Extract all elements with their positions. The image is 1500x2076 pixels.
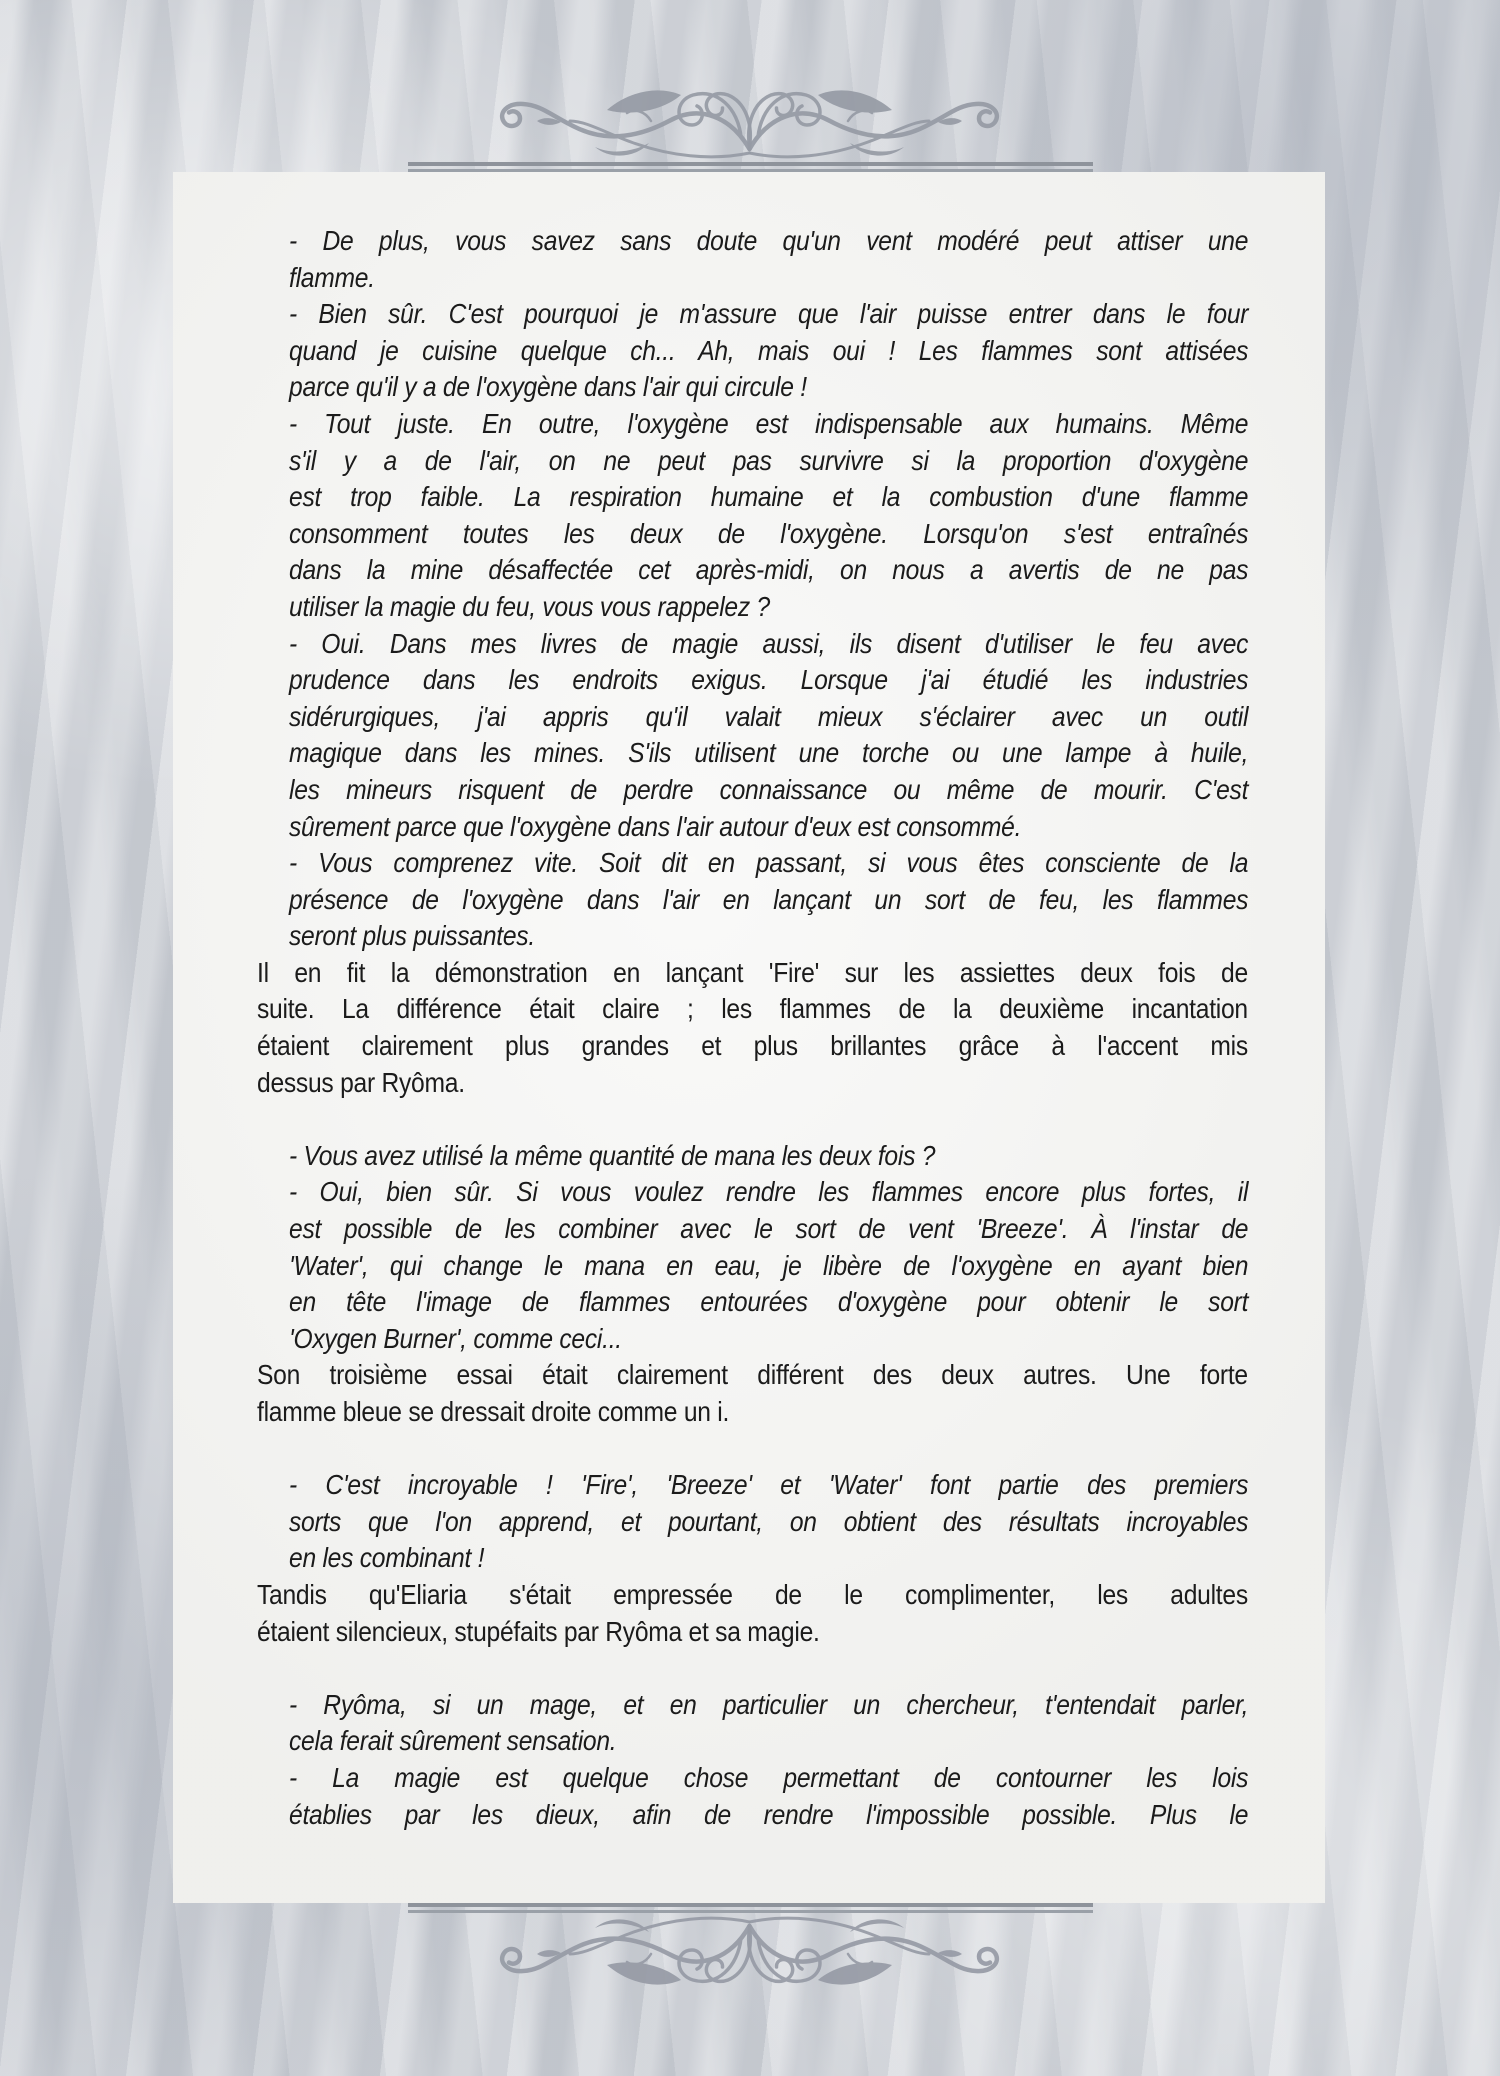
- text-line: utiliser la magie du feu, vous vous rappelez ?: [289, 590, 770, 622]
- text-line: dessus par Ryôma.: [257, 1066, 465, 1098]
- text-line: dans la mine désaffectée cet après-midi, on nous a avertis de ne pas: [289, 554, 1249, 586]
- book-page[interactable]: [173, 172, 1325, 1903]
- text-line: suite. La différence était claire ; les flammes de la deuxième incantation: [257, 993, 1248, 1025]
- paragraph-dialogue: [257, 845, 1248, 955]
- text-line: quand je cuisine quelque ch... Ah, mais oui ! Les flammes sont attisées: [289, 334, 1249, 366]
- text-line: seront plus puissantes.: [289, 920, 535, 952]
- paragraph-dialogue: [257, 223, 1248, 296]
- text-line: - Ryôma, si un mage, et en particulier un chercheur, t'entendait parler,: [289, 1688, 1249, 1720]
- text-line: - Oui. Dans mes livres de magie aussi, ils disent d'utiliser le feu avec: [289, 627, 1249, 659]
- text-line: - Oui, bien sûr. Si vous voulez rendre les flammes encore plus fortes, il: [289, 1176, 1249, 1208]
- text-line: 'Water', qui change le mana en eau, je libère de l'oxygène en ayant bien: [289, 1249, 1249, 1281]
- text-line: - Bien sûr. C'est pourquoi je m'assure que l'air puisse entrer dans le four: [289, 298, 1249, 330]
- top-rule-thick: [408, 162, 1093, 166]
- text-line: étaient silencieux, stupéfaits par Ryôma et sa magie.: [257, 1615, 820, 1647]
- paragraph-narration: [257, 955, 1248, 1101]
- text-line: flamme bleue se dressait droite comme un i.: [257, 1396, 730, 1427]
- text-line: s'il y a de l'air, on ne peut pas survivre si la proportion d'oxygène: [289, 444, 1249, 476]
- text-line: - Vous comprenez vite. Soit dit en passant, si vous êtes consciente de la: [289, 847, 1249, 879]
- text-line: parce qu'il y a de l'oxygène dans l'air qui circule !: [289, 371, 807, 403]
- text-line: en tête l'image de flammes entourées d'oxygène pour obtenir le sort: [289, 1286, 1249, 1318]
- paragraph-dialogue: [257, 1687, 1248, 1760]
- text-line: - La magie est quelque chose permettant de contourner les lois: [289, 1761, 1249, 1793]
- text-line: présence de l'oxygène dans l'air en lançant un sort de feu, les flammes: [289, 883, 1249, 915]
- text-line: magique dans les mines. S'ils utilisent une torche ou une lampe à huile,: [289, 737, 1249, 769]
- text-line: cela ferait sûrement sensation.: [289, 1725, 617, 1757]
- paragraph-dialogue: [257, 1174, 1248, 1357]
- text-line: sorts que l'on apprend, et pourtant, on obtient des résultats incroyables: [289, 1505, 1249, 1537]
- paragraph-spacer: [257, 1650, 1248, 1687]
- text-line: sidérurgiques, j'ai appris qu'il valait mieux s'éclairer avec un outil: [289, 700, 1249, 732]
- text-line: Son troisième essai était clairement différent des deux autres. Une forte: [257, 1359, 1248, 1391]
- paragraph-spacer: [257, 1101, 1248, 1138]
- text-line: les mineurs risquent de perdre connaissance ou même de mourir. C'est: [289, 773, 1249, 805]
- paragraph-dialogue: [257, 626, 1248, 846]
- text-line: flamme.: [289, 261, 375, 293]
- text-line: - Vous avez utilisé la même quantité de mana les deux fois ?: [289, 1139, 936, 1171]
- bottom-rule-thin: [408, 1910, 1093, 1913]
- paragraph-narration: [257, 1577, 1248, 1650]
- paragraph-dialogue: [257, 1467, 1248, 1577]
- text-line: 'Oxygen Burner', comme ceci...: [289, 1322, 622, 1354]
- paragraph-dialogue: [257, 406, 1248, 626]
- text-line: établies par les dieux, afin de rendre l'impossible possible. Plus le: [289, 1798, 1249, 1830]
- paragraph-spacer: [257, 1431, 1248, 1468]
- text-line: est trop faible. La respiration humaine et la combustion d'une flamme: [289, 481, 1249, 513]
- bottom-rule-thick: [408, 1903, 1093, 1907]
- paragraph-dialogue: [257, 1760, 1248, 1833]
- text-line: - De plus, vous savez sans doute qu'un vent modéré peut attiser une: [289, 225, 1249, 256]
- text-line: est possible de les combiner avec le sort de vent 'Breeze'. À l'instar de: [289, 1213, 1249, 1245]
- text-line: - C'est incroyable ! 'Fire', 'Breeze' et 'Water' font partie des premiers: [289, 1469, 1249, 1501]
- text-column: [257, 223, 1248, 1833]
- text-line: en les combinant !: [289, 1542, 485, 1574]
- text-line: - Tout juste. En outre, l'oxygène est indispensable aux humains. Même: [289, 407, 1249, 439]
- text-line: consomment toutes les deux de l'oxygène. Lorsqu'on s'est entraînés: [289, 517, 1249, 549]
- paragraph-narration: [257, 1357, 1248, 1430]
- text-line: prudence dans les endroits exigus. Lorsque j'ai étudié les industries: [289, 664, 1249, 696]
- flourish-divider-icon: [468, 73, 1031, 161]
- paragraph-dialogue: [257, 1138, 1248, 1175]
- text-line: Il en fit la démonstration en lançant 'Fire' sur les assiettes deux fois de: [257, 956, 1248, 988]
- text-line: étaient clairement plus grandes et plus brillantes grâce à l'accent mis: [257, 1030, 1248, 1062]
- text-line: sûrement parce que l'oxygène dans l'air autour d'eux est consommé.: [289, 810, 1022, 842]
- paragraph-dialogue: [257, 296, 1248, 406]
- text-line: Tandis qu'Eliaria s'était empressée de le complimenter, les adultes: [257, 1578, 1248, 1610]
- flourish-divider-icon-mirrored: [468, 1914, 1031, 2002]
